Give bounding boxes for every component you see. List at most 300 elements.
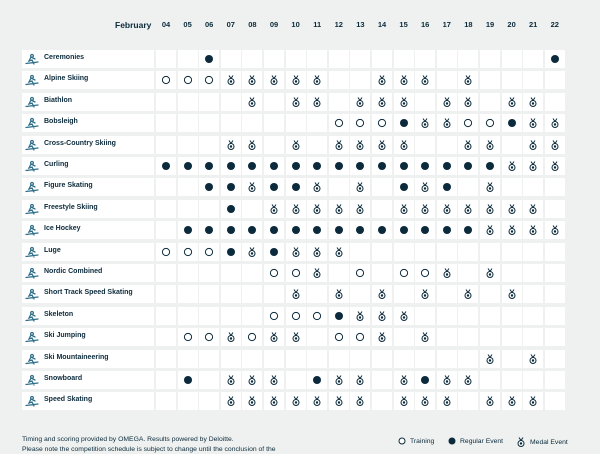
schedule-cell-14[interactable] [372, 114, 392, 132]
schedule-cell-11[interactable] [307, 114, 327, 132]
schedule-cell-08[interactable] [242, 114, 262, 132]
schedule-cell-09[interactable] [264, 157, 284, 175]
schedule-cell-20[interactable] [502, 93, 522, 111]
schedule-cell-04[interactable] [156, 307, 176, 325]
schedule-cell-14[interactable] [372, 307, 392, 325]
schedule-cell-11[interactable] [307, 264, 327, 282]
schedule-cell-06[interactable] [199, 221, 219, 239]
schedule-cell-15[interactable] [394, 157, 414, 175]
schedule-cell-17[interactable] [437, 392, 457, 410]
schedule-cell-18[interactable] [458, 178, 478, 196]
schedule-cell-04[interactable] [156, 157, 176, 175]
schedule-cell-09[interactable] [264, 136, 284, 154]
schedule-cell-06[interactable] [199, 350, 219, 368]
schedule-cell-04[interactable] [156, 136, 176, 154]
schedule-cell-07[interactable] [221, 371, 241, 389]
sport-label-cell[interactable] [22, 71, 154, 89]
sport-label-cell[interactable] [22, 285, 154, 303]
schedule-cell-17[interactable] [437, 71, 457, 89]
schedule-cell-10[interactable] [286, 350, 306, 368]
schedule-cell-08[interactable] [242, 307, 262, 325]
schedule-cell-05[interactable] [178, 307, 198, 325]
schedule-cell-11[interactable] [307, 157, 327, 175]
schedule-cell-09[interactable] [264, 221, 284, 239]
schedule-cell-06[interactable] [199, 285, 219, 303]
schedule-cell-12[interactable] [329, 264, 349, 282]
schedule-cell-18[interactable] [458, 200, 478, 218]
schedule-cell-11[interactable] [307, 178, 327, 196]
schedule-cell-12[interactable] [329, 307, 349, 325]
schedule-cell-17[interactable] [437, 93, 457, 111]
schedule-cell-19[interactable] [480, 371, 500, 389]
schedule-cell-11[interactable] [307, 93, 327, 111]
schedule-cell-16[interactable] [415, 71, 435, 89]
sport-label-cell[interactable] [22, 50, 154, 68]
schedule-cell-06[interactable] [199, 200, 219, 218]
schedule-cell-13[interactable] [350, 350, 370, 368]
schedule-cell-07[interactable] [221, 285, 241, 303]
schedule-cell-10[interactable] [286, 50, 306, 68]
schedule-cell-21[interactable] [523, 114, 543, 132]
schedule-cell-05[interactable] [178, 371, 198, 389]
schedule-cell-22[interactable] [545, 157, 565, 175]
schedule-cell-20[interactable] [502, 371, 522, 389]
schedule-cell-17[interactable] [437, 136, 457, 154]
schedule-cell-12[interactable] [329, 157, 349, 175]
schedule-cell-20[interactable] [502, 328, 522, 346]
schedule-cell-22[interactable] [545, 243, 565, 261]
schedule-cell-15[interactable] [394, 50, 414, 68]
schedule-cell-14[interactable] [372, 50, 392, 68]
schedule-cell-11[interactable] [307, 136, 327, 154]
schedule-cell-18[interactable] [458, 307, 478, 325]
schedule-cell-22[interactable] [545, 264, 565, 282]
schedule-cell-07[interactable] [221, 264, 241, 282]
schedule-cell-07[interactable] [221, 243, 241, 261]
schedule-cell-09[interactable] [264, 371, 284, 389]
schedule-cell-22[interactable] [545, 350, 565, 368]
sport-label-cell[interactable] [22, 392, 154, 410]
schedule-cell-09[interactable] [264, 178, 284, 196]
schedule-cell-04[interactable] [156, 285, 176, 303]
schedule-cell-21[interactable] [523, 371, 543, 389]
schedule-cell-10[interactable] [286, 71, 306, 89]
schedule-cell-17[interactable] [437, 200, 457, 218]
schedule-cell-04[interactable] [156, 114, 176, 132]
schedule-cell-20[interactable] [502, 243, 522, 261]
schedule-cell-17[interactable] [437, 371, 457, 389]
schedule-cell-14[interactable] [372, 157, 392, 175]
schedule-cell-16[interactable] [415, 114, 435, 132]
schedule-cell-04[interactable] [156, 50, 176, 68]
schedule-cell-16[interactable] [415, 50, 435, 68]
schedule-cell-13[interactable] [350, 50, 370, 68]
schedule-cell-08[interactable] [242, 264, 262, 282]
schedule-cell-10[interactable] [286, 285, 306, 303]
sport-label-cell[interactable] [22, 221, 154, 239]
schedule-cell-05[interactable] [178, 200, 198, 218]
schedule-cell-16[interactable] [415, 371, 435, 389]
schedule-cell-08[interactable] [242, 221, 262, 239]
schedule-cell-12[interactable] [329, 200, 349, 218]
schedule-cell-07[interactable] [221, 93, 241, 111]
schedule-cell-19[interactable] [480, 392, 500, 410]
schedule-cell-19[interactable] [480, 264, 500, 282]
schedule-cell-14[interactable] [372, 328, 392, 346]
schedule-cell-10[interactable] [286, 264, 306, 282]
schedule-cell-13[interactable] [350, 200, 370, 218]
schedule-cell-19[interactable] [480, 243, 500, 261]
schedule-cell-14[interactable] [372, 350, 392, 368]
schedule-cell-10[interactable] [286, 178, 306, 196]
schedule-cell-07[interactable] [221, 328, 241, 346]
schedule-cell-20[interactable] [502, 264, 522, 282]
schedule-cell-14[interactable] [372, 93, 392, 111]
schedule-cell-18[interactable] [458, 114, 478, 132]
schedule-cell-04[interactable] [156, 392, 176, 410]
schedule-cell-08[interactable] [242, 285, 262, 303]
schedule-cell-13[interactable] [350, 157, 370, 175]
schedule-cell-09[interactable] [264, 285, 284, 303]
schedule-cell-15[interactable] [394, 285, 414, 303]
sport-label-cell[interactable] [22, 328, 154, 346]
schedule-cell-20[interactable] [502, 200, 522, 218]
schedule-cell-15[interactable] [394, 371, 414, 389]
schedule-cell-11[interactable] [307, 221, 327, 239]
schedule-cell-11[interactable] [307, 307, 327, 325]
schedule-cell-05[interactable] [178, 114, 198, 132]
schedule-cell-14[interactable] [372, 285, 392, 303]
schedule-cell-18[interactable] [458, 350, 478, 368]
schedule-cell-11[interactable] [307, 371, 327, 389]
schedule-cell-10[interactable] [286, 371, 306, 389]
schedule-cell-13[interactable] [350, 392, 370, 410]
schedule-cell-11[interactable] [307, 71, 327, 89]
schedule-cell-21[interactable] [523, 392, 543, 410]
schedule-cell-05[interactable] [178, 392, 198, 410]
schedule-cell-11[interactable] [307, 285, 327, 303]
schedule-cell-06[interactable] [199, 328, 219, 346]
schedule-cell-06[interactable] [199, 243, 219, 261]
schedule-cell-19[interactable] [480, 307, 500, 325]
schedule-cell-19[interactable] [480, 114, 500, 132]
schedule-cell-19[interactable] [480, 221, 500, 239]
schedule-cell-06[interactable] [199, 50, 219, 68]
schedule-cell-18[interactable] [458, 93, 478, 111]
schedule-cell-06[interactable] [199, 392, 219, 410]
schedule-cell-15[interactable] [394, 71, 414, 89]
schedule-cell-17[interactable] [437, 307, 457, 325]
schedule-cell-16[interactable] [415, 136, 435, 154]
schedule-cell-18[interactable] [458, 71, 478, 89]
schedule-cell-17[interactable] [437, 157, 457, 175]
schedule-cell-12[interactable] [329, 178, 349, 196]
schedule-cell-06[interactable] [199, 307, 219, 325]
schedule-cell-16[interactable] [415, 93, 435, 111]
schedule-cell-09[interactable] [264, 350, 284, 368]
schedule-cell-04[interactable] [156, 71, 176, 89]
schedule-cell-08[interactable] [242, 371, 262, 389]
schedule-cell-19[interactable] [480, 136, 500, 154]
schedule-cell-15[interactable] [394, 136, 414, 154]
schedule-cell-21[interactable] [523, 243, 543, 261]
schedule-cell-12[interactable] [329, 136, 349, 154]
schedule-cell-08[interactable] [242, 350, 262, 368]
schedule-cell-15[interactable] [394, 392, 414, 410]
schedule-cell-21[interactable] [523, 221, 543, 239]
schedule-cell-04[interactable] [156, 178, 176, 196]
schedule-cell-18[interactable] [458, 50, 478, 68]
schedule-cell-22[interactable] [545, 50, 565, 68]
schedule-cell-14[interactable] [372, 200, 392, 218]
schedule-cell-12[interactable] [329, 221, 349, 239]
sport-label-cell[interactable] [22, 136, 154, 154]
schedule-cell-11[interactable] [307, 200, 327, 218]
schedule-cell-21[interactable] [523, 136, 543, 154]
schedule-cell-18[interactable] [458, 328, 478, 346]
schedule-cell-12[interactable] [329, 50, 349, 68]
schedule-cell-18[interactable] [458, 221, 478, 239]
schedule-cell-04[interactable] [156, 93, 176, 111]
schedule-cell-15[interactable] [394, 243, 414, 261]
schedule-cell-12[interactable] [329, 243, 349, 261]
schedule-cell-09[interactable] [264, 50, 284, 68]
schedule-cell-15[interactable] [394, 178, 414, 196]
sport-label-cell[interactable] [22, 200, 154, 218]
schedule-cell-13[interactable] [350, 71, 370, 89]
schedule-cell-17[interactable] [437, 264, 457, 282]
schedule-cell-13[interactable] [350, 264, 370, 282]
schedule-cell-12[interactable] [329, 93, 349, 111]
schedule-cell-09[interactable] [264, 328, 284, 346]
schedule-cell-21[interactable] [523, 307, 543, 325]
schedule-cell-18[interactable] [458, 392, 478, 410]
schedule-cell-11[interactable] [307, 328, 327, 346]
schedule-cell-21[interactable] [523, 93, 543, 111]
schedule-cell-17[interactable] [437, 350, 457, 368]
schedule-cell-20[interactable] [502, 285, 522, 303]
schedule-cell-09[interactable] [264, 392, 284, 410]
schedule-cell-08[interactable] [242, 71, 262, 89]
schedule-cell-07[interactable] [221, 114, 241, 132]
schedule-cell-05[interactable] [178, 221, 198, 239]
schedule-cell-13[interactable] [350, 136, 370, 154]
schedule-cell-09[interactable] [264, 307, 284, 325]
schedule-cell-20[interactable] [502, 307, 522, 325]
schedule-cell-22[interactable] [545, 371, 565, 389]
schedule-cell-10[interactable] [286, 93, 306, 111]
schedule-cell-05[interactable] [178, 264, 198, 282]
schedule-cell-07[interactable] [221, 178, 241, 196]
schedule-cell-17[interactable] [437, 221, 457, 239]
schedule-cell-16[interactable] [415, 328, 435, 346]
schedule-cell-12[interactable] [329, 392, 349, 410]
schedule-cell-16[interactable] [415, 178, 435, 196]
schedule-cell-08[interactable] [242, 178, 262, 196]
schedule-cell-11[interactable] [307, 243, 327, 261]
schedule-cell-08[interactable] [242, 136, 262, 154]
schedule-cell-15[interactable] [394, 264, 414, 282]
schedule-cell-18[interactable] [458, 243, 478, 261]
schedule-cell-07[interactable] [221, 307, 241, 325]
schedule-cell-17[interactable] [437, 243, 457, 261]
schedule-cell-05[interactable] [178, 50, 198, 68]
schedule-cell-05[interactable] [178, 136, 198, 154]
schedule-cell-13[interactable] [350, 328, 370, 346]
schedule-cell-07[interactable] [221, 350, 241, 368]
schedule-cell-05[interactable] [178, 178, 198, 196]
schedule-cell-16[interactable] [415, 243, 435, 261]
schedule-cell-09[interactable] [264, 264, 284, 282]
schedule-cell-19[interactable] [480, 350, 500, 368]
schedule-cell-04[interactable] [156, 371, 176, 389]
schedule-cell-10[interactable] [286, 243, 306, 261]
schedule-cell-08[interactable] [242, 157, 262, 175]
schedule-cell-13[interactable] [350, 371, 370, 389]
schedule-cell-14[interactable] [372, 392, 392, 410]
schedule-cell-05[interactable] [178, 93, 198, 111]
schedule-cell-20[interactable] [502, 157, 522, 175]
schedule-cell-22[interactable] [545, 178, 565, 196]
schedule-cell-06[interactable] [199, 93, 219, 111]
schedule-cell-16[interactable] [415, 307, 435, 325]
schedule-cell-17[interactable] [437, 178, 457, 196]
schedule-cell-07[interactable] [221, 136, 241, 154]
schedule-cell-14[interactable] [372, 178, 392, 196]
schedule-cell-06[interactable] [199, 264, 219, 282]
schedule-cell-04[interactable] [156, 328, 176, 346]
schedule-cell-07[interactable] [221, 71, 241, 89]
schedule-cell-19[interactable] [480, 178, 500, 196]
schedule-cell-05[interactable] [178, 350, 198, 368]
schedule-cell-04[interactable] [156, 200, 176, 218]
schedule-cell-16[interactable] [415, 264, 435, 282]
schedule-cell-13[interactable] [350, 307, 370, 325]
schedule-cell-10[interactable] [286, 200, 306, 218]
schedule-cell-17[interactable] [437, 50, 457, 68]
schedule-cell-05[interactable] [178, 243, 198, 261]
schedule-cell-20[interactable] [502, 178, 522, 196]
schedule-cell-15[interactable] [394, 350, 414, 368]
schedule-cell-14[interactable] [372, 371, 392, 389]
sport-label-cell[interactable] [22, 243, 154, 261]
schedule-cell-09[interactable] [264, 114, 284, 132]
schedule-cell-14[interactable] [372, 136, 392, 154]
schedule-cell-04[interactable] [156, 350, 176, 368]
schedule-cell-07[interactable] [221, 221, 241, 239]
schedule-cell-19[interactable] [480, 328, 500, 346]
schedule-cell-07[interactable] [221, 157, 241, 175]
schedule-cell-09[interactable] [264, 243, 284, 261]
schedule-cell-10[interactable] [286, 136, 306, 154]
schedule-cell-21[interactable] [523, 157, 543, 175]
schedule-cell-17[interactable] [437, 285, 457, 303]
schedule-cell-08[interactable] [242, 243, 262, 261]
schedule-cell-21[interactable] [523, 264, 543, 282]
schedule-cell-11[interactable] [307, 350, 327, 368]
sport-label-cell[interactable] [22, 157, 154, 175]
schedule-cell-13[interactable] [350, 243, 370, 261]
schedule-cell-12[interactable] [329, 114, 349, 132]
schedule-cell-13[interactable] [350, 114, 370, 132]
schedule-cell-22[interactable] [545, 200, 565, 218]
schedule-cell-12[interactable] [329, 285, 349, 303]
schedule-cell-08[interactable] [242, 328, 262, 346]
schedule-cell-22[interactable] [545, 285, 565, 303]
schedule-cell-20[interactable] [502, 221, 522, 239]
schedule-cell-19[interactable] [480, 71, 500, 89]
schedule-cell-09[interactable] [264, 71, 284, 89]
sport-label-cell[interactable] [22, 178, 154, 196]
schedule-cell-22[interactable] [545, 71, 565, 89]
sport-label-cell[interactable] [22, 371, 154, 389]
schedule-cell-14[interactable] [372, 221, 392, 239]
schedule-cell-18[interactable] [458, 285, 478, 303]
schedule-cell-22[interactable] [545, 307, 565, 325]
schedule-cell-18[interactable] [458, 157, 478, 175]
schedule-cell-10[interactable] [286, 157, 306, 175]
schedule-cell-07[interactable] [221, 50, 241, 68]
schedule-cell-21[interactable] [523, 178, 543, 196]
schedule-cell-20[interactable] [502, 114, 522, 132]
schedule-cell-05[interactable] [178, 71, 198, 89]
schedule-cell-06[interactable] [199, 157, 219, 175]
schedule-cell-18[interactable] [458, 264, 478, 282]
schedule-cell-17[interactable] [437, 328, 457, 346]
sport-label-cell[interactable] [22, 350, 154, 368]
schedule-cell-10[interactable] [286, 392, 306, 410]
schedule-cell-19[interactable] [480, 157, 500, 175]
schedule-cell-08[interactable] [242, 200, 262, 218]
schedule-cell-07[interactable] [221, 392, 241, 410]
schedule-cell-21[interactable] [523, 328, 543, 346]
schedule-cell-05[interactable] [178, 328, 198, 346]
schedule-cell-06[interactable] [199, 71, 219, 89]
schedule-cell-14[interactable] [372, 264, 392, 282]
schedule-cell-13[interactable] [350, 93, 370, 111]
schedule-cell-08[interactable] [242, 93, 262, 111]
schedule-cell-10[interactable] [286, 221, 306, 239]
schedule-cell-10[interactable] [286, 114, 306, 132]
schedule-cell-15[interactable] [394, 93, 414, 111]
sport-label-cell[interactable] [22, 114, 154, 132]
schedule-cell-08[interactable] [242, 392, 262, 410]
schedule-cell-16[interactable] [415, 350, 435, 368]
schedule-cell-20[interactable] [502, 50, 522, 68]
schedule-cell-18[interactable] [458, 371, 478, 389]
schedule-cell-20[interactable] [502, 350, 522, 368]
schedule-cell-11[interactable] [307, 50, 327, 68]
schedule-cell-06[interactable] [199, 136, 219, 154]
schedule-cell-12[interactable] [329, 371, 349, 389]
schedule-cell-17[interactable] [437, 114, 457, 132]
schedule-cell-05[interactable] [178, 157, 198, 175]
schedule-cell-06[interactable] [199, 178, 219, 196]
schedule-cell-21[interactable] [523, 285, 543, 303]
schedule-cell-22[interactable] [545, 392, 565, 410]
schedule-cell-16[interactable] [415, 200, 435, 218]
schedule-cell-16[interactable] [415, 157, 435, 175]
schedule-cell-06[interactable] [199, 114, 219, 132]
schedule-cell-19[interactable] [480, 50, 500, 68]
schedule-cell-08[interactable] [242, 50, 262, 68]
schedule-cell-21[interactable] [523, 50, 543, 68]
schedule-cell-15[interactable] [394, 221, 414, 239]
schedule-cell-12[interactable] [329, 328, 349, 346]
schedule-cell-10[interactable] [286, 328, 306, 346]
schedule-cell-10[interactable] [286, 307, 306, 325]
schedule-cell-21[interactable] [523, 200, 543, 218]
